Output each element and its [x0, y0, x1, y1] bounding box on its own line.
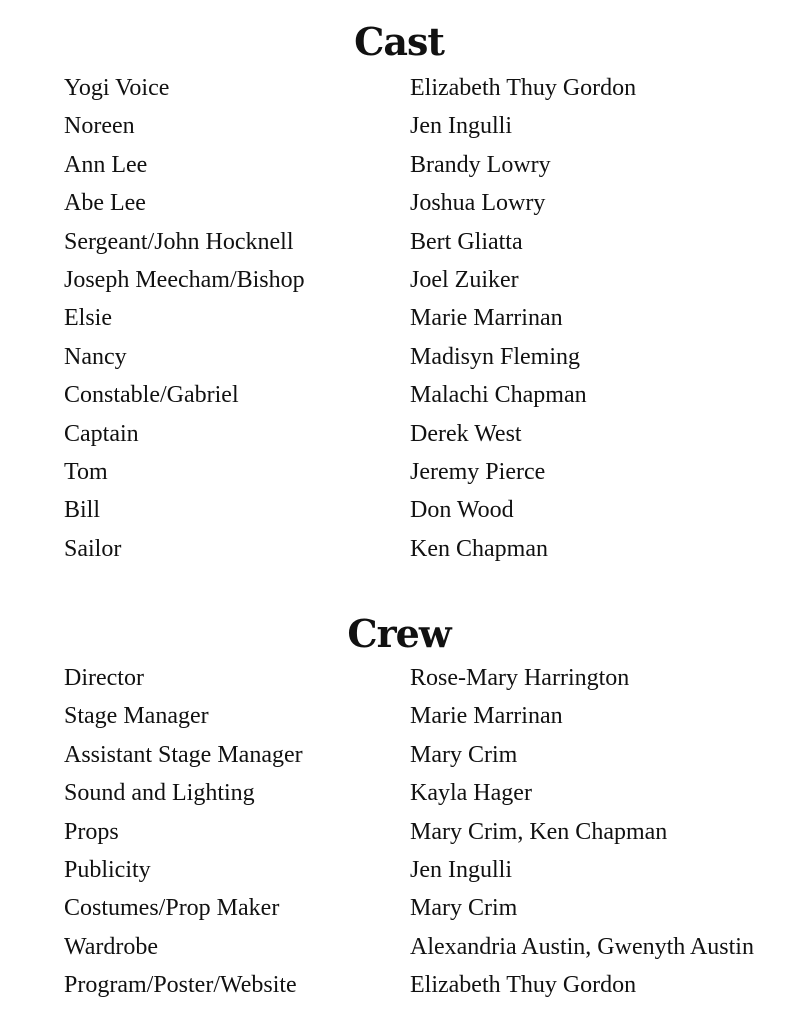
person-name: Derek West — [410, 420, 522, 447]
person-name: Mary Crim — [410, 895, 518, 922]
person-name: Ken Chapman — [410, 535, 548, 562]
role-label: Yogi Voice — [64, 75, 170, 101]
cast-row — [0, 495, 798, 533]
person-name: Jen Ingulli — [410, 856, 512, 883]
crew-row — [0, 778, 798, 816]
role-label: Captain — [64, 420, 139, 447]
person-name: Kayla Hager — [410, 780, 532, 807]
crew-row — [0, 932, 798, 970]
person-name: Malachi Chapman — [410, 382, 587, 409]
role-label: Stage Manager — [64, 703, 209, 730]
person-name: Joel Zuiker — [410, 266, 519, 293]
person-name: Jeremy Pierce — [410, 458, 546, 485]
person-name: Mary Crim, Ken Chapman — [410, 818, 668, 845]
cast-row — [0, 265, 798, 303]
person-name: Bert Gliatta — [410, 228, 523, 255]
person-name: Mary Crim — [410, 741, 518, 768]
crew-row — [0, 817, 798, 855]
role-label: Noreen — [64, 113, 135, 140]
role-label: Nancy — [64, 343, 127, 370]
person-name: Marie Marrinan — [410, 305, 563, 332]
role-label: Assistant Stage Manager — [64, 741, 303, 768]
crew-heading: Crew — [347, 611, 451, 656]
cast-row — [0, 303, 798, 341]
role-label: Props — [64, 818, 119, 845]
person-name: Rose-Mary Harrington — [410, 665, 630, 691]
cast-list — [0, 73, 798, 572]
crew-row — [0, 855, 798, 893]
cast-row — [0, 227, 798, 265]
cast-row — [0, 457, 798, 495]
role-label: Sailor — [64, 535, 122, 562]
person-name: Madisyn Fleming — [410, 343, 581, 370]
crew-row — [0, 970, 798, 1008]
role-label: Sound and Lighting — [64, 780, 255, 807]
cast-row — [0, 380, 798, 418]
role-label: Director — [64, 665, 144, 691]
role-label: Bill — [64, 497, 101, 524]
role-label: Program/Poster/Website — [64, 972, 297, 999]
role-label: Publicity — [64, 856, 151, 883]
crew-row — [0, 893, 798, 931]
cast-heading: Cast — [354, 19, 444, 64]
crew-row — [0, 740, 798, 778]
role-label: Sergeant/John Hocknell — [64, 228, 294, 255]
cast-row — [0, 419, 798, 457]
cast-row — [0, 188, 798, 226]
person-name: Elizabeth Thuy Gordon — [410, 75, 637, 101]
cast-row — [0, 73, 798, 111]
person-name: Alexandria Austin, Gwenyth Austin — [410, 933, 754, 960]
cast-row — [0, 111, 798, 149]
crew-section — [0, 612, 798, 1009]
cast-row — [0, 342, 798, 380]
role-label: Tom — [64, 458, 108, 485]
person-name: Marie Marrinan — [410, 703, 563, 730]
role-label: Wardrobe — [64, 933, 159, 960]
cast-row — [0, 150, 798, 188]
crew-row — [0, 701, 798, 739]
person-name: Jen Ingulli — [410, 113, 512, 140]
person-name: Brandy Lowry — [410, 151, 551, 178]
person-name: Don Wood — [410, 497, 514, 524]
role-label: Ann Lee — [64, 151, 148, 178]
cast-row — [0, 534, 798, 572]
role-label: Abe Lee — [64, 190, 146, 217]
cast-section — [0, 20, 798, 572]
person-name: Joshua Lowry — [410, 190, 546, 217]
role-label: Elsie — [64, 305, 112, 332]
crew-row — [0, 663, 798, 701]
role-label: Constable/Gabriel — [64, 382, 239, 409]
role-label: Costumes/Prop Maker — [64, 895, 280, 922]
crew-list — [0, 663, 798, 1009]
role-label: Joseph Meecham/Bishop — [64, 266, 305, 293]
person-name: Elizabeth Thuy Gordon — [410, 972, 637, 999]
